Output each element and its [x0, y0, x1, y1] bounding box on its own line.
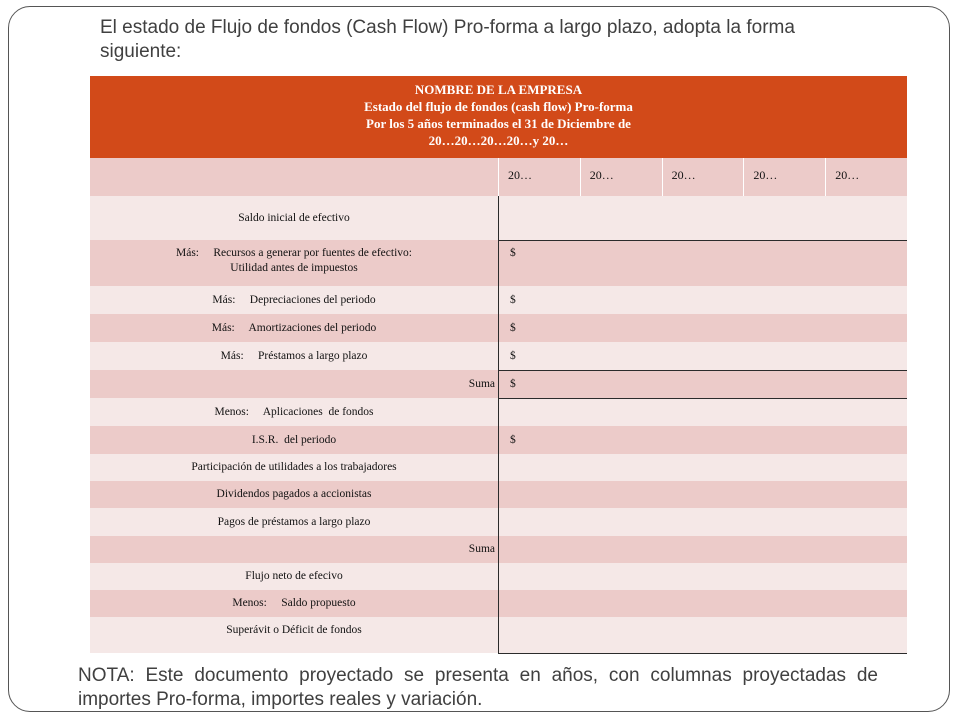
row-dividendos	[90, 481, 907, 508]
row-amortizaciones	[90, 314, 907, 342]
table-bottom-rule	[498, 653, 907, 654]
row-value	[498, 617, 907, 653]
row-value	[498, 240, 907, 286]
row-value	[498, 286, 907, 314]
year-header-1: 20…	[498, 158, 580, 196]
row-label: Dividendos pagados a accionistas	[216, 488, 372, 500]
row-label-line-2: Utilidad antes de impuestos	[230, 262, 358, 274]
row-value	[498, 196, 907, 240]
row-participacion	[90, 454, 907, 481]
statement-header	[90, 76, 907, 158]
year-header-blank	[90, 158, 498, 196]
row-value	[498, 563, 907, 590]
row-saldo-inicial	[90, 196, 907, 240]
row-suma-1	[90, 370, 907, 398]
intro-text: El estado de Flujo de fondos (Cash Flow) Pro-forma a largo plazo, adopta la forma siguiente:	[100, 17, 795, 62]
currency-sign: $	[510, 322, 516, 334]
row-label: Suma	[468, 377, 495, 390]
row-label: Participación de utilidades a los trabajadores	[191, 461, 397, 473]
row-label: Pagos de préstamos a largo plazo	[217, 515, 371, 528]
row-pagos-prestamos	[90, 508, 907, 536]
row-value	[498, 536, 907, 563]
row-label: Suma	[468, 543, 495, 555]
row-suma-2	[90, 536, 907, 563]
period-line-2: 20…20…20…20…y 20…	[428, 133, 569, 148]
year-header-5: 20…	[825, 158, 907, 196]
row-value	[498, 398, 907, 426]
row-value	[498, 508, 907, 536]
cash-flow-statement	[90, 76, 907, 654]
currency-sign: $	[510, 434, 516, 446]
company-name: NOMBRE DE LA EMPRESA	[414, 82, 583, 97]
row-label: Más: Depreciaciones del periodo	[212, 293, 376, 306]
row-label: Más: Amortizaciones del periodo	[211, 321, 377, 334]
row-label: Saldo inicial de efectivo	[238, 211, 350, 224]
currency-sign: $	[510, 378, 516, 390]
year-header-row	[90, 158, 907, 196]
row-label: Menos: Saldo propuesto	[232, 597, 356, 609]
row-isr	[90, 426, 907, 454]
row-label: I.S.R. del periodo	[251, 433, 337, 446]
row-value	[498, 454, 907, 481]
statement-title: Estado del flujo de fondos (cash flow) Pro-forma	[364, 99, 633, 114]
currency-sign: $	[510, 350, 516, 362]
row-value	[498, 481, 907, 508]
row-utilidad	[90, 240, 907, 286]
row-value	[498, 314, 907, 342]
row-value	[498, 342, 907, 370]
row-value	[498, 426, 907, 454]
year-header-3: 20…	[662, 158, 744, 196]
currency-sign: $	[510, 294, 516, 306]
row-label-line-1: Más: Recursos a generar por fuentes de efectivo:	[176, 247, 412, 259]
note-text: NOTA: Este documento proyectado se presenta en años, con columnas proyectadas de importes Pro-forma, importes reales y variación.	[78, 665, 878, 710]
row-label	[90, 240, 498, 286]
year-header-4: 20…	[743, 158, 825, 196]
row-label: Menos: Aplicaciones de fondos	[214, 405, 374, 418]
row-prestamos	[90, 342, 907, 370]
row-flujo-neto	[90, 563, 907, 590]
currency-sign: $	[510, 247, 516, 259]
row-superavit	[90, 617, 907, 653]
year-header-2: 20…	[580, 158, 662, 196]
row-value	[498, 590, 907, 617]
row-aplicaciones	[90, 398, 907, 426]
row-value	[498, 370, 907, 398]
row-label: Superávit o Déficit de fondos	[226, 624, 362, 636]
row-depreciaciones	[90, 286, 907, 314]
row-saldo-propuesto	[90, 590, 907, 617]
period-line-1: Por los 5 años terminados el 31 de Diciembre de	[366, 116, 631, 131]
row-label: Más: Préstamos a largo plazo	[220, 349, 368, 362]
row-label: Flujo neto de efecivo	[245, 570, 343, 582]
